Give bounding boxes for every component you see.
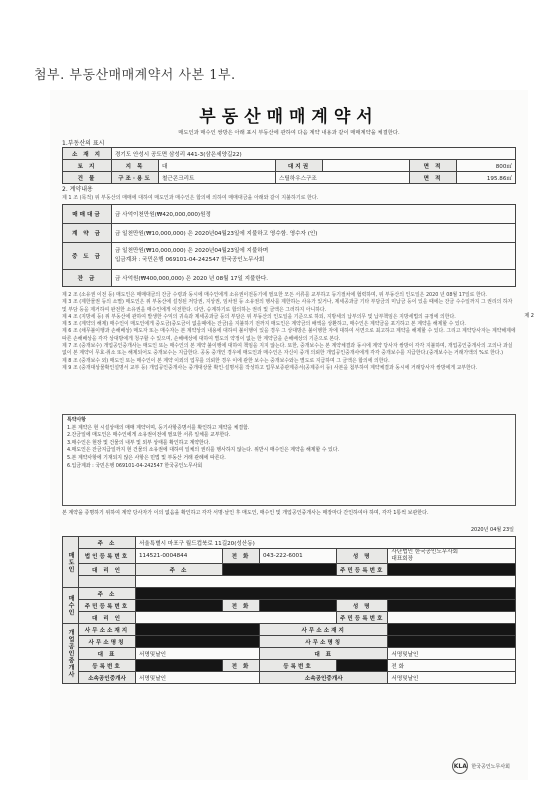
seller-blank — [79, 576, 136, 588]
redacted — [388, 624, 516, 636]
assistant-label-2: 소속공인중개사 — [260, 672, 388, 684]
contract-scan — [50, 90, 534, 780]
payment-table — [62, 204, 516, 287]
buyer-name-label: 성 명 — [337, 600, 388, 612]
redacted — [136, 636, 260, 648]
clause-6: 제 6 조 (채무불이행과 손해배상) 매도자 또는 매수자는 본 계약상의 내용에 대하여 불이행이 있을 경우 그 상대방은 불이행한 자에 대하여 서면으로 최고하고 계약을 해제할 수 있다. 그리고 계약당사자는 계약해제에 따른 손해배상을 각각 상대방에게 청구할 수 있으며, 손해배상에 대하여 별도의 약정이 없는 한 계약금을 손해배상의 기준으로 본다. — [62, 328, 516, 342]
location-value: 경기도 안성시 공도면 삼성리 441-3(삼은세양길22) — [112, 148, 516, 160]
midpayment-line1: 금 일천만원(₩10,000,000) 은 2020년04월23일에 지불하며 — [115, 248, 269, 254]
ceo-sign-label: 서명및날인 — [136, 648, 260, 660]
land-area-label: 면 적 — [410, 160, 457, 172]
section-property: 1.부동산의 표시 — [62, 140, 105, 147]
office-address-label: 사무소소재지 — [79, 624, 136, 636]
ceo-sign-label-2: 서명및날인 — [388, 648, 516, 660]
seller-agent-label: 대 리 인 — [79, 564, 136, 576]
regno-label: 등록번호 — [79, 660, 136, 672]
contract-title: 부동산매매계약서 — [199, 107, 379, 127]
seller-section-label: 매도인 — [63, 537, 79, 588]
special-terms-box — [62, 414, 516, 506]
seller-phone: 043-222-6001 — [260, 549, 337, 564]
buyer-agent-label: 대 리 인 — [79, 612, 136, 624]
parties-table — [62, 536, 516, 684]
redacted — [136, 624, 260, 636]
seller-address-label: 주 소 — [79, 537, 136, 549]
contract-intro: 매도인과 매수인 쌍방은 아래 표시 부동산에 관하여 다음 계약 내용과 같이 매매계약을 체결한다. — [178, 130, 400, 136]
buyer-address-label: 주 소 — [79, 588, 136, 600]
building-area-label: 면 적 — [410, 172, 457, 184]
land-area: 800㎡ — [457, 160, 516, 172]
buyer-agent-id-label: 주민등록번호 — [337, 612, 388, 624]
structure-value: 철근콘크리트 — [159, 172, 276, 184]
clause-7: 제 7 조 (중개보수) 개업공인중개사는 매도인 또는 매수인의 본 계약 불이행에 대하여 책임을 지지 않는다. 또한, 중개보수는 본 계약체결과 동시에 계약 당사자 쌍방이 각각 지불하며, 개업공인중개사의 고의나 과실없이 본 계약이 무효·취소 또는 해제되어도 중개보수는 지급한다. 공동 중개인 경우에 매도인과 매수인은 자신이 중개 의뢰한 개업공인중개사에게 각각 중개보수를 지급한다.(중개보수는 거래가액의 %로 한다.) — [62, 343, 513, 357]
clause-2: 제 2 조 (소유권 이전 등) 매도인은 매매대금의 잔금 수령과 동시에 매수인에게 소유권이전등기에 필요한 모든 서류를 교부하고 등기절차에 협력하며, 위 부동산의 인도일은 2020 년 08월 17일로 한다. — [62, 292, 487, 298]
buyer-id-label: 주민등록번호 — [79, 600, 136, 612]
office-name-label-2: 사무소명칭 — [260, 636, 388, 648]
sign-date: 2020년 04월 23일 — [470, 527, 514, 533]
structure-label: 구조·용도 — [112, 172, 159, 184]
deposit-label: 계 약 금 — [63, 224, 112, 243]
office-address-label-2: 사무소소재지 — [260, 624, 388, 636]
special-term: 4.매도인은 잔금지급일까지 현 건물의 소유권에 대하여 일체의 권리를 행사하지 않는다. 위반시 매수인은 계약을 해제할 수 있다. — [67, 447, 340, 454]
special-term: 2.잔금일에 매도인은 매수인에게 소유권이전에 필요한 서류 일체를 교부한다. — [67, 432, 231, 439]
special-terms-label: 특약사항 — [67, 417, 86, 423]
special-term: 5.본 계약사항에 기재되지 않은 사항은 민법 및 부동산 거래 관례에 따른다. — [67, 454, 226, 461]
clause-4: 제 4 조 (지방세 등) 위 부동산에 관하여 발생한 수익의 귀속과 제세공과금 등의 부담은 위 부동산의 인도일을 기준으로 하되, 지방세의 납부의무 및 납부책임은 지방세법의 규정에 의한다. — [62, 313, 456, 320]
land-category: 대 — [159, 160, 276, 172]
redacted — [223, 564, 337, 576]
seller-name: 사단법인 한국공인노무사회 — [391, 549, 459, 555]
redacted — [388, 564, 516, 576]
buyer-section-label: 매수인 — [63, 588, 79, 624]
building-label: 건 물 — [63, 172, 112, 184]
midpayment-label: 중 도 금 — [63, 243, 112, 270]
seller-address: 서울특별시 마포구 월드컵북로 11길20(성산동) — [136, 537, 516, 549]
building-use: 스틸하우스구조 — [276, 172, 410, 184]
clause-1: 제 1 조 (목적) 위 부동산의 매매에 대하여 매도인과 매수인은 합의에 의하여 매매대금을 아래와 같이 지불하기로 한다. — [62, 195, 319, 201]
footer-logo — [452, 758, 510, 774]
regno-label-2: 등록번호 — [260, 660, 337, 672]
seller-bizno-label: 법인등록번호 — [79, 549, 136, 564]
closing-text: 본 계약을 증명하기 위하여 계약 당사자가 이의 없음을 확인하고 각각 서명·날인 후 매도인, 매수인 및 개업공인중개사는 매장마다 간인하여야 하며, 각각 1통씩 보관한다. — [62, 510, 429, 516]
deposit-value: 금 일천만원(₩10,000,000) 은 2020년04월23일에 지불하고 영수함. 영수자 (인) — [112, 224, 516, 243]
side-note: 제 2 — [524, 313, 534, 319]
ceo-label: 대 표 — [79, 648, 136, 660]
balance-value: 금 사억원(₩400,000,000) 은 2020 년 08월 17일 지불한다. — [112, 270, 516, 287]
office-name-label: 사무소명칭 — [79, 636, 136, 648]
redacted — [136, 588, 516, 600]
special-term: 1.본 계약은 현 시설상태의 매매 계약이며, 등기사항증명서를 확인하고 계약을 체결함. — [67, 424, 250, 431]
seller-name-label: 성 명 — [337, 549, 388, 564]
redacted — [388, 636, 516, 648]
special-term: 6.입금계좌 : 국민은행 069101-04-242547 한국공인노무사회 — [67, 462, 203, 469]
price-value: 금 사억이천만원(₩420,000,000)원정 — [112, 205, 516, 224]
seller-phone-label: 전 화 — [223, 549, 260, 564]
building-area: 195.86㎡ — [457, 172, 516, 184]
section-contract: 2. 계약내용 — [62, 186, 93, 193]
logo-text: 한국공인노무사회 — [471, 763, 510, 770]
seller-agent-addr-label: 주 소 — [136, 564, 223, 576]
land-share-label: 대지권 — [276, 160, 323, 172]
clause-9: 제 9 조 (중개대상물확인설명서 교부 등) 개업공인중개사는 중개대상물 확인·설명서를 작성하고 업무보증관계증서(공제증서 등) 사본을 첨부하여 계약체결과 동시에 거래당사자 쌍방에게 교부한다. — [62, 364, 478, 371]
redacted — [260, 600, 337, 612]
property-table — [62, 147, 516, 184]
clause-8: 제 8 조 (중개보수 외) 매도인 또는 매수인이 본 계약 이외의 업무를 의뢰한 경우 이에 관한 보수는 중개보수와는 별도로 지급하며 그 금액은 합의에 의한다. — [62, 357, 390, 364]
agent-phone-label-2: 전 화 — [388, 660, 516, 672]
redacted — [136, 660, 223, 672]
clauses-block — [62, 292, 516, 372]
redacted — [337, 660, 388, 672]
special-term: 3.매수인은 현장 및 건물의 내부 및 외부 상태를 확인하고 계약한다. — [67, 439, 211, 446]
agent-phone-label: 전 화 — [223, 660, 260, 672]
buyer-phone-label: 전 화 — [223, 600, 260, 612]
assistant-sign-label: 서명및날인 — [136, 672, 260, 684]
price-label: 매매대금 — [63, 205, 112, 224]
seller-agent-id-label: 주민등록번호 — [337, 564, 388, 576]
ceo-label-2: 대 표 — [260, 648, 388, 660]
seller-rep: 대표회장 — [391, 556, 414, 562]
assistant-sign-label-2: 서명및날인 — [388, 672, 516, 684]
redacted — [388, 600, 516, 612]
seller-bizno: 114521-0004844 — [136, 549, 223, 564]
clause-5: 제 5 조 (계약의 해제) 매수인이 매도인에게 중도금(중도금이 없을때에는 잔금)을 지불하기 전까지 매도인은 계약금의 배액을 상환하고, 매수인은 계약금을 포기하고 본 계약을 해제할 수 있다. — [62, 321, 466, 328]
kla-logo-icon: KLA — [452, 758, 468, 774]
land-label: 토 지 — [63, 160, 112, 172]
agent-section-label: 개업공인중개사 — [63, 624, 79, 684]
balance-label: 잔 금 — [63, 270, 112, 287]
clause-3: 제 3 조 (제한물권 등의 소멸) 매도인은 위 부동산에 설정된 저당권, 지상권, 임차권 등 소유권의 행사를 제한하는 사유가 있거나, 제세공과금 기타 부담금의 미납금 등이 있을 때에는 잔금 수수일까지 그 권리의 하자 및 부담 등을 제거하여 완전한 소유권을 매수인에게 이전한다. 다만, 승계하기로 합의하는 권리 및 금액은 그러하지 아니하다. — [62, 299, 513, 313]
location-label: 소 재 지 — [63, 148, 112, 160]
land-category-label: 지 목 — [112, 160, 159, 172]
attachment-caption: 첨부. 부동산매매계약서 사본 1부. — [34, 68, 236, 83]
assistant-label: 소속공인중개사 — [79, 672, 136, 684]
midpayment-line2: 입금계좌 : 국민은행 069101-04-242547 한국공인노무사회 — [115, 257, 265, 263]
redacted — [136, 600, 223, 612]
